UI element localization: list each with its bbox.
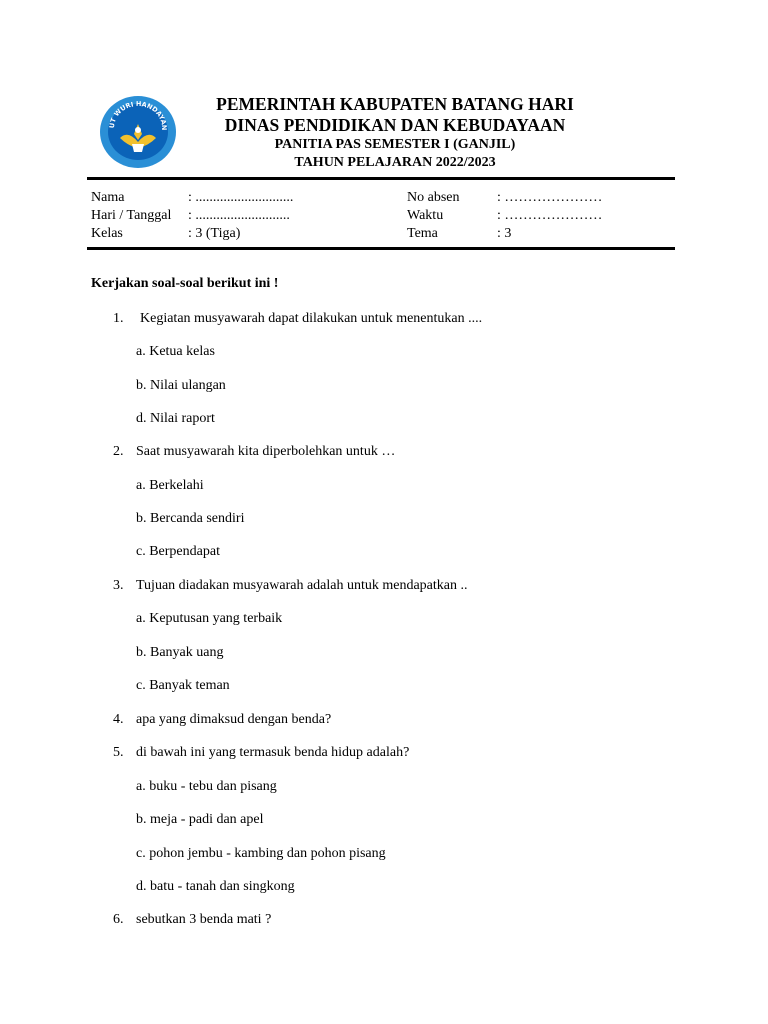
- question-1-option-d: d. Nilai raport: [136, 411, 215, 426]
- document-header: [178, 94, 612, 172]
- kelas-field: : 3 (Tiga): [188, 226, 241, 241]
- logo-motto: UT WURI HANDAYAN: [107, 99, 169, 131]
- question-text: sebutkan 3 benda mati ?: [136, 912, 272, 927]
- absen-label: No absen: [407, 190, 460, 205]
- header-department: DINAS PENDIDIKAN DAN KEBUDAYAAN: [224, 115, 566, 135]
- tema-field: : 3: [497, 226, 512, 241]
- question-number: 2.: [113, 444, 124, 459]
- question-3-option-c: c. Banyak teman: [136, 678, 230, 693]
- hari-label: Hari / Tanggal: [91, 208, 172, 223]
- tut-wuri-handayani-logo: [98, 94, 178, 170]
- header-bottom-rule: [87, 247, 675, 250]
- question-2-option-a: a. Berkelahi: [136, 478, 204, 493]
- hari-field: : ...........................: [188, 208, 290, 223]
- logo-emblem-icon: [98, 94, 178, 170]
- question-text: di bawah ini yang termasuk benda hidup adalah?: [136, 745, 410, 760]
- question-2-option-b: b. Bercanda sendiri: [136, 511, 245, 526]
- question-number: 1.: [113, 311, 124, 326]
- question-text: apa yang dimaksud dengan benda?: [136, 712, 332, 727]
- question-text: Kegiatan musyawarah dapat dilakukan untuk menentukan ....: [140, 311, 483, 326]
- question-5-option-a: a. buku - tebu dan pisang: [136, 779, 277, 794]
- question-3-option-b: b. Banyak uang: [136, 645, 224, 660]
- header-government: PEMERINTAH KABUPATEN BATANG HARI: [216, 94, 574, 114]
- question-1-option-b: b. Nilai ulangan: [136, 378, 226, 393]
- question-text: Saat musyawarah kita diperbolehkan untuk …: [136, 444, 396, 459]
- question-number: 4.: [113, 712, 124, 727]
- instruction-text: Kerjakan soal-soal berikut ini !: [91, 276, 279, 291]
- question-number: 5.: [113, 745, 124, 760]
- question-number: 6.: [113, 912, 124, 927]
- header-committee: PANITIA PAS SEMESTER I (GANJIL): [274, 137, 516, 152]
- header-school-year: TAHUN PELAJARAN 2022/2023: [294, 155, 496, 170]
- absen-field: : …………………: [497, 190, 603, 205]
- question-number: 3.: [113, 578, 124, 593]
- nama-field: : ............................: [188, 190, 294, 205]
- header-top-rule: [87, 177, 675, 180]
- tema-label: Tema: [407, 226, 438, 241]
- question-2-option-c: c. Berpendapat: [136, 544, 220, 559]
- question-5-option-c: c. pohon jembu - kambing dan pohon pisang: [136, 846, 386, 861]
- nama-label: Nama: [91, 190, 125, 205]
- question-3-option-a: a. Keputusan yang terbaik: [136, 611, 283, 626]
- waktu-field: : …………………: [497, 208, 603, 223]
- question-1-option-a: a. Ketua kelas: [136, 344, 215, 359]
- question-5-option-d: d. batu - tanah dan singkong: [136, 879, 295, 894]
- waktu-label: Waktu: [407, 208, 444, 223]
- question-text: Tujuan diadakan musyawarah adalah untuk mendapatkan ..: [136, 578, 468, 593]
- kelas-label: Kelas: [91, 226, 123, 241]
- question-5-option-b: b. meja - padi dan apel: [136, 812, 264, 827]
